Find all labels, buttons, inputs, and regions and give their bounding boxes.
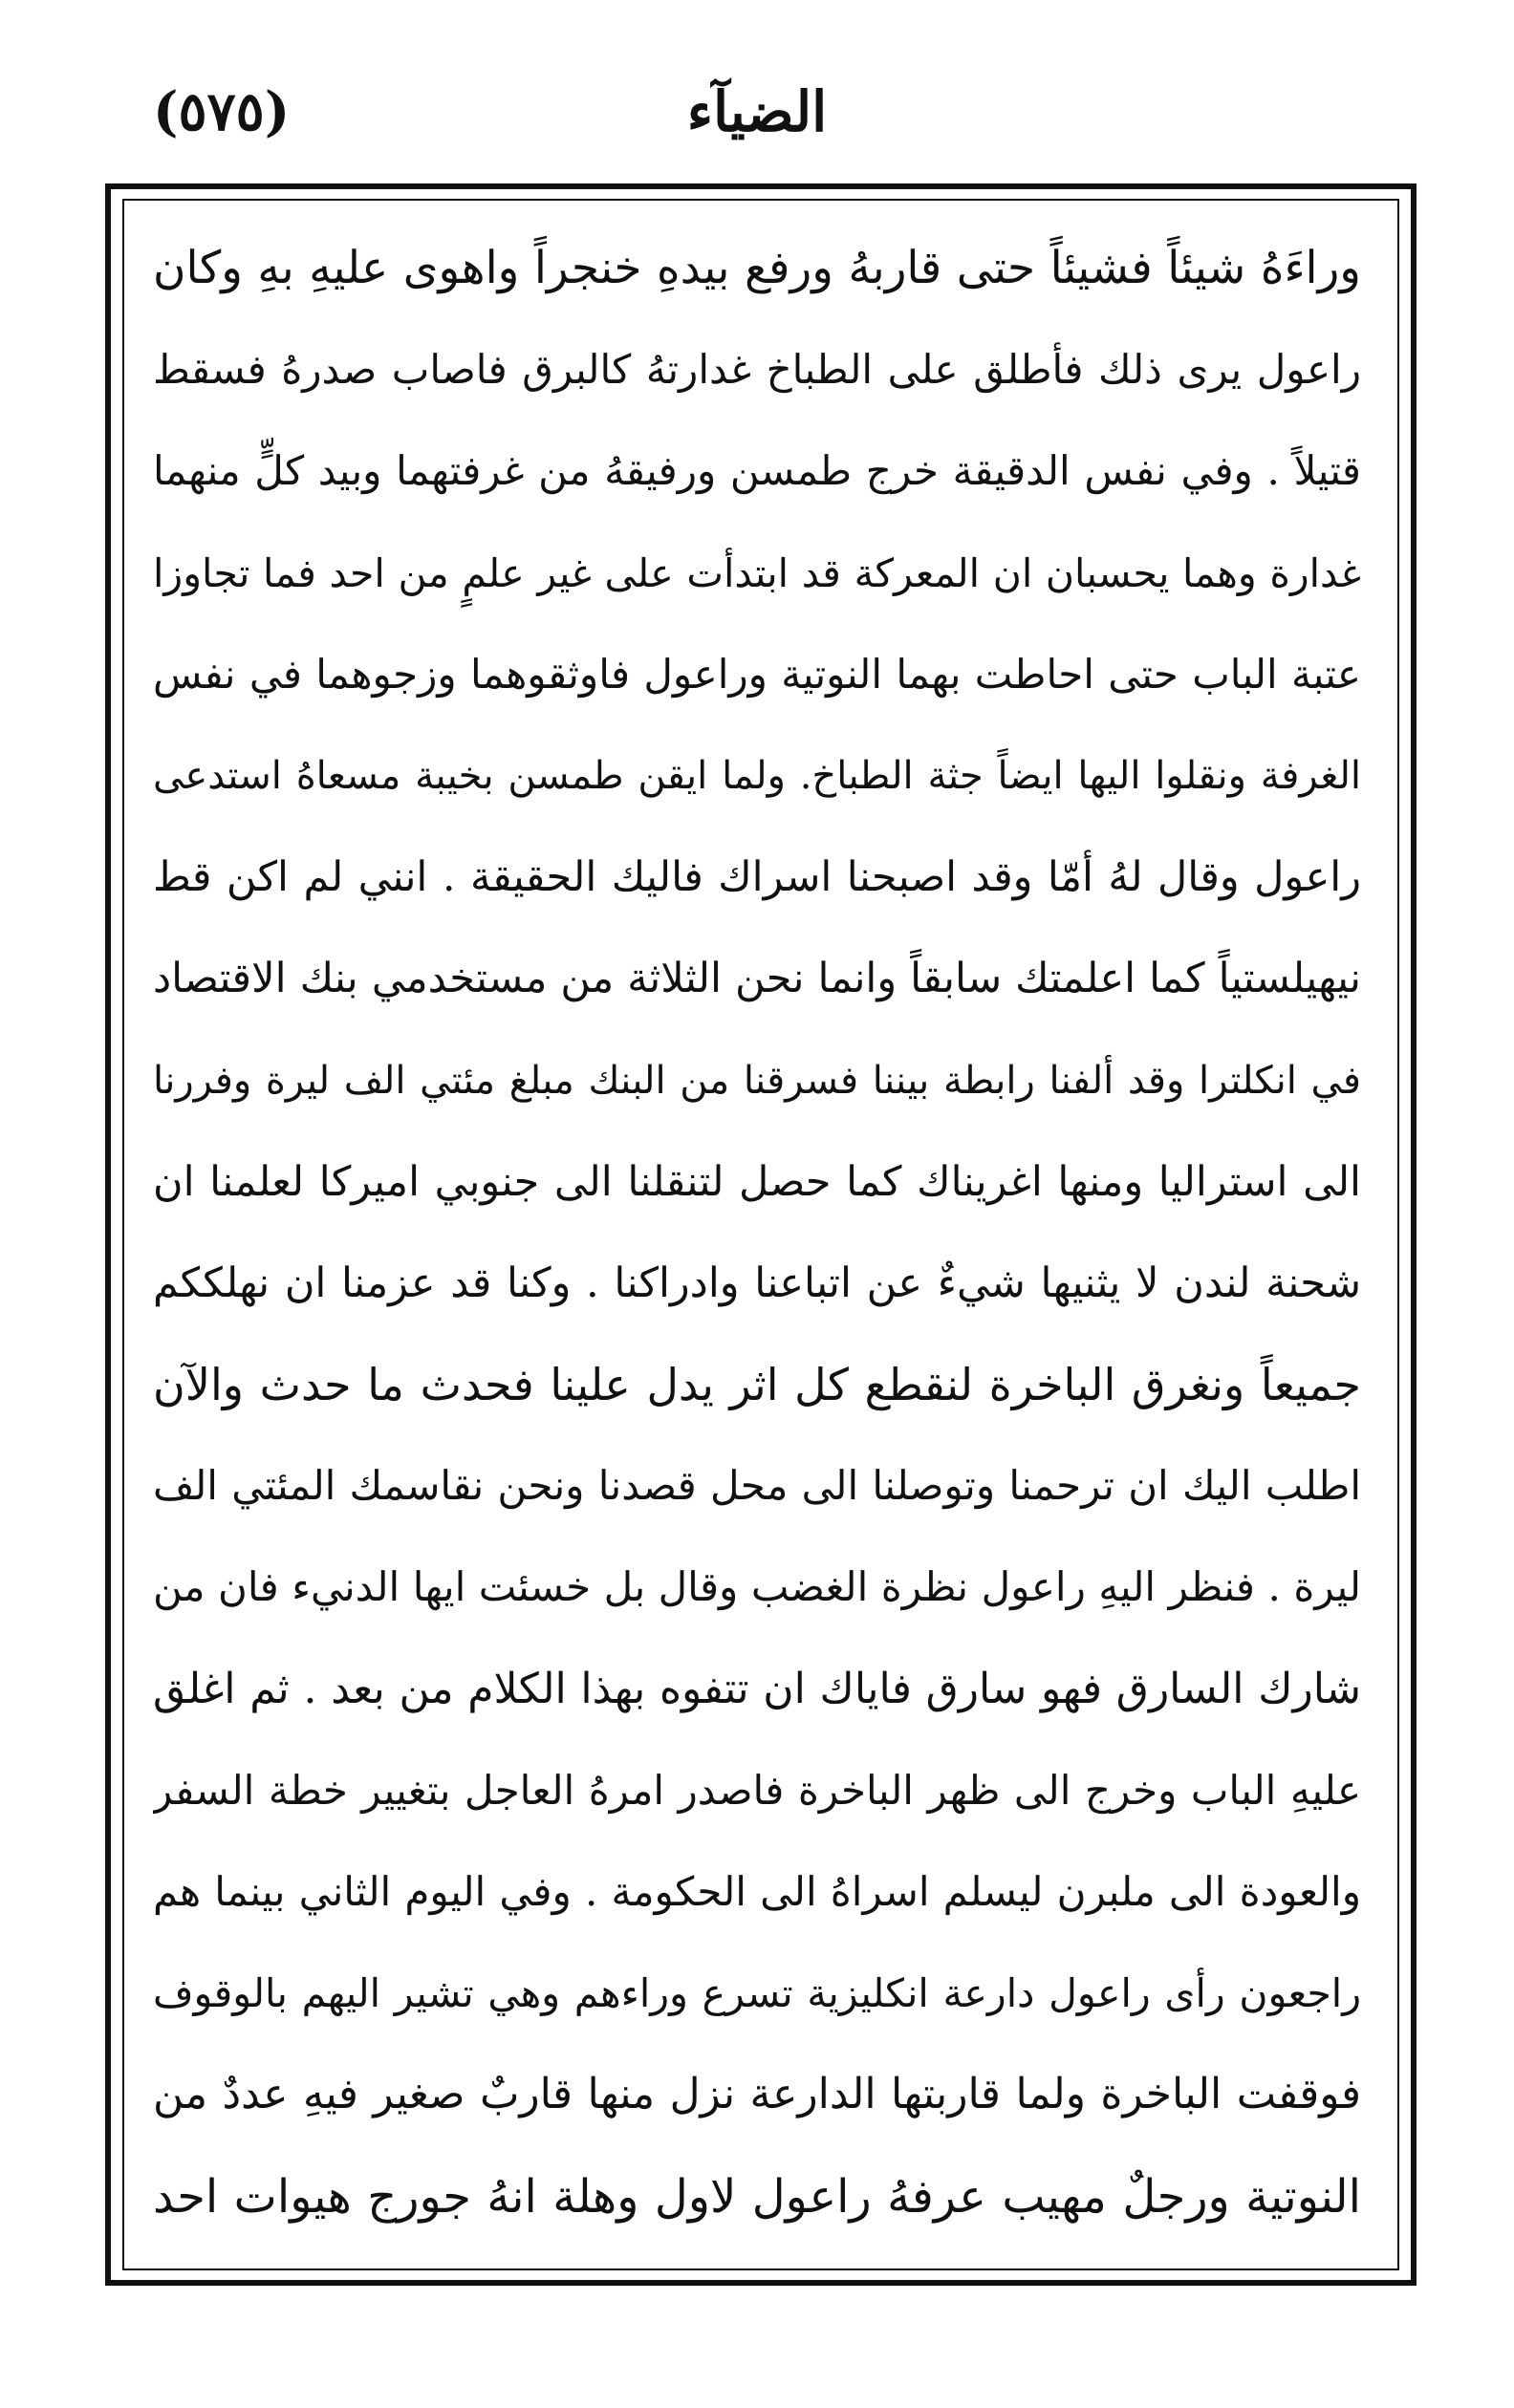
text-line: عليهِ الباب وخرج الى ظهر الباخرة فاصدر امرهُ العاجل بتغيير خطة السفر [153, 1766, 1361, 1814]
text-line: غدارة وهما يحسبان ان المعركة قد ابتدأت على غير علمٍ من احد فما تجاوزا [153, 549, 1361, 596]
text-line: النوتية ورجلٌ مهيب عرفهُ راعول لاول وهلة انهُ جورج هيوات احد [153, 2169, 1361, 2224]
text-line: نيهيلستياً كما اعلمتك سابقاً وانما نحن الثلاثة من مستخدمي بنك الاقتصاد [153, 955, 1361, 1003]
page-header [0, 59, 1514, 164]
text-line: وراءَهُ شيئاً فشيئاً حتى قاربهُ ورفع بيدهِ خنجراً واهوى عليهِ بهِ وكان [153, 242, 1361, 294]
journal-title: الضيآء [686, 79, 828, 144]
text-line: عتبة الباب حتى احاطت بهما النوتية وراعول فاوثقوهما وزجوهما في نفس [153, 650, 1361, 698]
text-line: والعودة الى ملبرن ليسلم اسراهُ الى الحكومة . وفي اليوم الثاني بينما هم [153, 1868, 1361, 1915]
body-text [153, 218, 1361, 2247]
text-line: راعول يرى ذلك فأطلق على الطباخ غدارتهُ كالبرق فاصاب صدرهُ فسقط [153, 346, 1361, 394]
text-line: اطلب اليك ان ترحمنا وتوصلنا الى محل قصدنا ونحن نقاسمك المئتي الف [153, 1462, 1361, 1510]
text-line: راجعون رأى راعول دارعة انكليزية تسرع وراءهم وهي تشير اليهم بالوقوف [153, 1970, 1361, 2017]
text-line: راعول وقال لهُ أمّا وقد اصبحنا اسراك فاليك الحقيقة . انني لم اكن قط [153, 853, 1361, 902]
text-line: فوقفت الباخرة ولما قاربتها الدارعة نزل منها قاربٌ صغير فيهِ عددٌ من [153, 2070, 1361, 2119]
text-line: في انكلترا وقد ألفنا رابطة بيننا فسرقنا من البنك مبلغ مئتي الف ليرة وفررنا [153, 1058, 1361, 1103]
text-line: الغرفة ونقلوا اليها ايضاً جثة الطباخ. ولما ايقن طمسن بخيبة مسعاهُ استدعى [153, 753, 1361, 798]
text-line: شحنة لندن لا يثنيها شيءٌ عن اتباعنا وادراكنا . وكنا قد عزمنا ان نهلككم [153, 1258, 1361, 1307]
text-line: الى استراليا ومنها اغريناك كما حصل لتنقلنا الى جنوبي اميركا لعلمنا ان [153, 1157, 1361, 1206]
text-line: ليرة . فنظر اليهِ راعول نظرة الغضب وقال بل خسئت ايها الدنيء فان من [153, 1563, 1361, 1611]
text-line: جميعاً ونغرق الباخرة لنقطع كل اثر يدل علينا فحدث ما حدث والآن [153, 1359, 1361, 1411]
page-number: (٥٧٥) [153, 80, 291, 143]
text-line: قتيلاً . وفي نفس الدقيقة خرج طمسن ورفيقهُ من غرفتهما وبيد كلٍّ منهما [153, 447, 1361, 495]
text-line: شارك السارق فهو سارق فاياك ان تتفوه بهذا الكلام من بعد . ثم اغلق [153, 1664, 1361, 1713]
